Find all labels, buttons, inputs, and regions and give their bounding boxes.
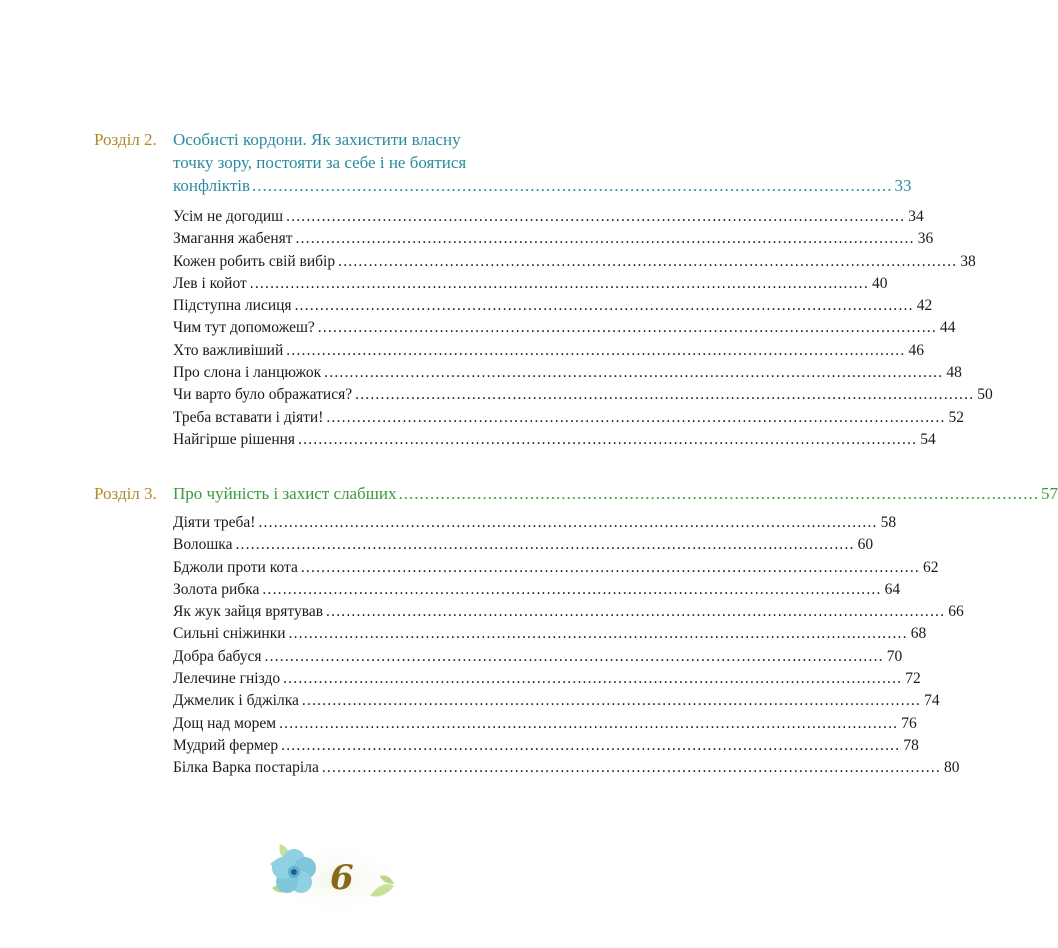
toc-entry — [173, 757, 960, 779]
dot-leader: .......................................................................................................................... — [338, 252, 958, 270]
toc-entry — [173, 713, 917, 735]
dot-leader: .......................................................................................................................... — [295, 230, 915, 248]
toc-entry-title: Про слона і ланцюжок — [173, 364, 322, 382]
toc-entry-page: 80 — [944, 759, 960, 777]
toc-entry-page: 76 — [901, 714, 917, 732]
toc-entry — [173, 317, 956, 339]
toc-entry-title: Чи варто було ображатися? — [173, 386, 353, 404]
toc-entry-title: Лелечине гніздо — [173, 670, 281, 688]
section-page-number: 57 — [1040, 484, 1058, 503]
toc-entry — [173, 340, 924, 362]
toc-entry-title: Золота рибка — [173, 580, 260, 598]
toc-entry — [173, 429, 936, 451]
toc-entry — [173, 273, 888, 295]
dot-leader: .......................................................................................................................... — [321, 759, 941, 777]
toc-entry — [173, 646, 903, 668]
toc-entry-page: 52 — [948, 408, 965, 426]
dot-leader: .......................................................................................................................... — [279, 714, 899, 732]
dot-leader: .......................................................................................................................... — [281, 736, 901, 754]
toc-entry-page: 38 — [960, 252, 976, 270]
toc-entry-page: 36 — [917, 230, 934, 248]
dot-leader: .......................................................................................................................... — [324, 364, 944, 382]
dot-leader: .......................................................................................................................... — [264, 647, 884, 665]
section-title-line: Особисті кордони. Як захистити власну — [173, 130, 461, 149]
section-title-line — [173, 174, 912, 197]
toc-entry-title: Треба вставати і діяти! — [173, 408, 324, 426]
dot-leader: .......................................................................................................................... — [301, 692, 922, 710]
toc-entry-title: Лев і койот — [173, 274, 247, 292]
toc-entry-title: Хто важливіший — [173, 341, 284, 359]
section-title-line — [173, 482, 1058, 505]
toc-entry-page: 64 — [884, 580, 901, 598]
toc-entry-title: Добра бабуся — [173, 647, 262, 665]
toc-entry-page: 48 — [946, 364, 962, 382]
toc-entry-title: Сильні сніжинки — [173, 625, 286, 643]
toc-entry — [173, 407, 965, 429]
toc-entry — [173, 251, 976, 273]
toc-entry-title: Бджоли проти кота — [173, 558, 298, 576]
dot-leader: .......................................................................................................................... — [286, 208, 906, 225]
dot-leader: .......................................................................................................................... — [294, 297, 914, 315]
toc-entry-page: 78 — [903, 736, 919, 754]
toc-entry-page: 72 — [905, 670, 921, 688]
section-entries — [173, 512, 964, 780]
toc-entry-page: 66 — [948, 603, 964, 621]
toc-entry-title: Найгірше рішення — [173, 430, 296, 448]
toc-entry — [173, 384, 993, 406]
section-title-line: точку зору, постояти за себе і не боятися — [173, 153, 467, 172]
toc-entry-page: 62 — [923, 558, 939, 576]
toc-entry — [173, 206, 924, 228]
toc-entry — [173, 601, 964, 623]
toc-entry-page: 74 — [924, 692, 940, 710]
dot-leader: .......................................................................................................................... — [258, 514, 878, 531]
section-title-text: Про чуйність і захист слабших — [173, 484, 397, 503]
toc-entry-page: 54 — [920, 430, 936, 448]
toc-entry-title: Діяти треба! — [173, 514, 256, 531]
toc-entry-page: 46 — [908, 341, 924, 359]
toc-entry-page: 44 — [939, 319, 956, 337]
toc-entry-title: Кожен робить свій вибір — [173, 252, 336, 270]
toc-entry-page: 60 — [857, 536, 874, 554]
toc-entry-title: Джмелик і бджілка — [173, 692, 299, 710]
toc-entry-page: 50 — [977, 386, 993, 404]
dot-leader: .......................................................................................................................... — [326, 408, 946, 426]
section-label: Розділ 3. — [94, 484, 157, 503]
toc-entry-title: Підступна лисиця — [173, 297, 292, 315]
toc-entry — [173, 362, 962, 384]
dot-leader: .......................................................................................................................... — [317, 319, 937, 337]
dot-leader: .......................................................................................................................... — [355, 386, 975, 404]
dot-leader: .......................................................................................................................... — [262, 580, 882, 598]
toc-entry — [173, 512, 897, 534]
toc-entry — [173, 735, 919, 757]
toc-entry-title: Білка Варка постаріла — [173, 759, 319, 777]
dot-leader: .......................................................................................................................... — [252, 176, 893, 195]
toc-entry-page: 58 — [880, 514, 897, 531]
toc-entry — [173, 690, 940, 712]
toc-entry-title: Дощ над морем — [173, 714, 277, 732]
toc-entry-title: Волошка — [173, 536, 233, 554]
dot-leader: .......................................................................................................................... — [326, 603, 946, 621]
section-page-number: 33 — [894, 176, 912, 195]
dot-leader: .......................................................................................................................... — [286, 341, 906, 359]
toc-entry-page: 68 — [910, 625, 927, 643]
toc-entry — [173, 228, 934, 250]
toc-entry-title: Змагання жабенят — [173, 230, 293, 248]
dot-leader: .......................................................................................................................... — [298, 430, 918, 448]
toc-entry-title: Усім не догодиш — [173, 208, 284, 225]
toc-entry-title: Як жук зайця врятував — [173, 603, 324, 621]
section-title — [173, 128, 912, 197]
toc-entry-title: Мудрий фермер — [173, 736, 279, 754]
toc-entry — [173, 557, 939, 579]
toc-entry — [173, 579, 901, 601]
section-label: Розділ 2. — [94, 130, 157, 149]
dot-leader: .......................................................................................................................... — [249, 274, 869, 292]
dot-leader: .......................................................................................................................... — [288, 625, 908, 643]
page-number: 6 — [330, 858, 354, 898]
dot-leader: .......................................................................................................................... — [398, 484, 1039, 503]
section-title — [173, 482, 1058, 505]
dot-leader: .......................................................................................................................... — [283, 670, 903, 688]
toc-entry-page: 70 — [886, 647, 903, 665]
toc-entry — [173, 295, 933, 317]
page-footer — [262, 838, 412, 918]
toc-entry — [173, 668, 921, 690]
toc-entry-page: 40 — [871, 274, 888, 292]
section-title-text: конфліктів — [173, 176, 251, 195]
toc-entry-page: 42 — [916, 297, 933, 315]
dot-leader: .......................................................................................................................... — [235, 536, 855, 554]
section-entries — [173, 206, 993, 451]
toc-entry — [173, 534, 874, 556]
toc-entry-page: 34 — [908, 208, 924, 225]
dot-leader: .......................................................................................................................... — [300, 558, 920, 576]
toc-entry — [173, 623, 927, 645]
toc-entry-title: Чим тут допоможеш? — [173, 319, 315, 337]
